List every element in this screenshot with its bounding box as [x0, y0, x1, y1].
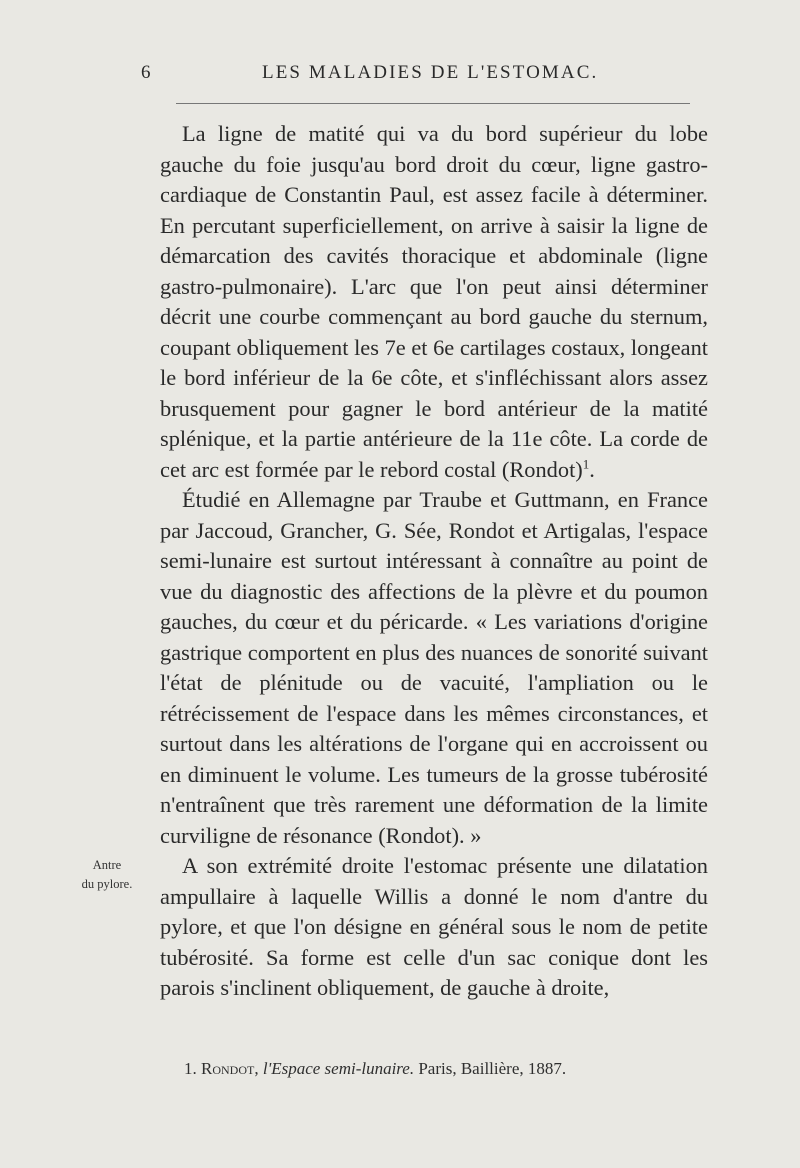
header-rule	[176, 103, 690, 104]
running-title: LES MALADIES DE L'ESTOMAC.	[262, 62, 599, 83]
paragraph-1-end: .	[589, 456, 595, 482]
paragraph-2: Étudié en Allemagne par Traube et Guttmann, en France par Jaccoud, Grancher, G. Sée, Rondot et Artigalas, l'espace semi-lunaire est surtout intéressant à connaître au point de vue du diagnostic des affections de la plèvre et du poumon gauches, du cœur et du péricarde. « Les variations d'origine gastrique comportent en plus des nuances de sonorité suivant l'état de plénitude ou de vacuité, l'ampliation ou le rétrécissement de l'espace dans les mêmes circonstances, et surtout dans les altérations de l'organe qui en accroissent ou en diminuent le volume. Les tumeurs de la grosse tubérosité n'entraînent que très rarement une déformation de la limite curviligne de résonance (Rondot). »	[160, 487, 708, 848]
page-number: 6	[141, 62, 151, 83]
margin-note-line-1: Antre	[92, 858, 122, 872]
footnote-publication: Paris, Baillière, 1887.	[418, 1059, 567, 1078]
paragraph-1	[160, 119, 708, 485]
margin-note	[77, 856, 137, 894]
footnote-title: l'Espace semi-lunaire.	[262, 1059, 415, 1078]
running-head	[0, 62, 800, 92]
margin-note-line-2: du pylore.	[81, 877, 133, 891]
footnote-author: Rondot,	[201, 1059, 259, 1078]
footnote-reference: 1	[582, 456, 590, 472]
paragraph-1-text: La ligne de matité qui va du bord supérieur du lobe gauche du foie jusqu'au bord droit du cœur, ligne gastro-cardiaque de Constantin Paul, est assez facile à déterminer. En percutant superficiellement, on arrive à saisir la ligne de démarcation des cavités thoracique et abdominale (ligne gastro-pulmonaire). L'arc que l'on peut ainsi déterminer décrit une courbe commençant au bord gauche du sternum, coupant obliquement les 7e et 6e cartilages costaux, longeant le bord inférieur de la 6e côte, et s'infléchissant alors assez brusquement pour gagner le bord antérieur de la matité splénique, et la partie antérieure de la 11e côte. La corde de cet arc est formée par le rebord costal (Rondot)	[160, 121, 708, 482]
footnote-number: 1.	[184, 1059, 197, 1078]
paragraph-3: A son extrémité droite l'estomac présente une dilatation ampullaire à laquelle Willis a donné le nom d'antre du pylore, et que l'on désigne en général sous le nom de petite tubérosité. Sa forme est celle d'un sac conique dont les parois s'inclinent obliquement, de gauche à droite,	[160, 853, 708, 1000]
footnote	[184, 1058, 744, 1080]
body-text	[160, 119, 708, 1004]
